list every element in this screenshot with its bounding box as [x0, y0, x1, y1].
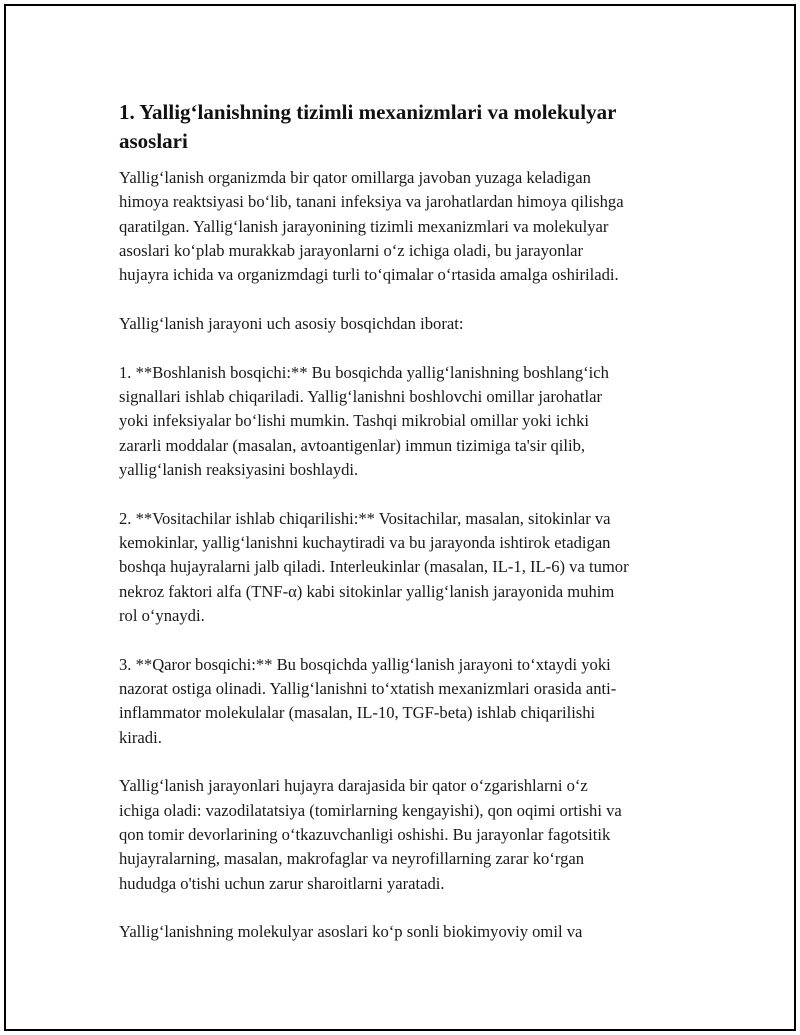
paragraph-cellular-changes: Yallig‘lanish jarayonlari hujayra darajasida bir qator o‘zgarishlarni o‘z ichiga oladi: vazodilatatsiya (tomirlarning kengayishi), qon oqimi ortishi va qon tomir devorlarining o‘tkazuvchanligi oshishi. Bu jarayonlar fagotsitik hujayralarning, masalan, makrofaglar va neyrofillarning zarar ko‘rgan hududga o'tishi uchun zarur sharoitlarni yaratadi.: [119, 776, 622, 893]
paragraph-stages-intro: Yallig‘lanish jarayoni uch asosiy bosqichdan iborat:: [119, 313, 464, 333]
paragraph-stage-1: 1. **Boshlanish bosqichi:** Bu bosqichda yallig‘lanishning boshlang‘ich signallari ishlab chiqariladi. Yallig‘lanishni boshlovchi omillar jarohatlar yoki infeksiyalar bo‘lishi mumkin. Tashqi mikrobial omillar yoki ichki zararli moddalar (masalan, avtoantigenlar) immun tizimiga ta'sir qilib, yallig‘lanish reaksiyasini boshlaydi.: [119, 362, 609, 479]
paragraph-intro: Yallig‘lanish organizmda bir qator omillarga javoban yuzaga keladigan himoya reaktsiyasi bo‘lib, tanani infeksiya va jarohatlardan himoya qilishga qaratilgan. Yallig‘lanish jarayonining tizimli mexanizmlari va molekulyar asoslari ko‘plab murakkab jarayonlarni o‘z ichiga oladi, bu jarayonlar hujayra ichida va organizmdagi turli to‘qimalar o‘rtasida amalga oshiriladi.: [119, 168, 624, 285]
paragraph-stage-3: 3. **Qaror bosqichi:** Bu bosqichda yallig‘lanish jarayoni to‘xtaydi yoki nazorat ostiga olinadi. Yallig‘lanishni to‘xtatish mexanizmlari orasida anti- inflammator molekulalar (masalan, IL-10, TGF-beta) ishlab chiqarilishi kiradi.: [119, 654, 617, 747]
page-frame: [4, 4, 796, 1031]
section-heading: 1. Yallig‘lanishning tizimli mexanizmlari va molekulyar asoslari: [119, 100, 617, 153]
document-body: [119, 98, 699, 969]
paragraph-molecular-basis: Yallig‘lanishning molekulyar asoslari ko‘p sonli biokimyoviy omil va: [119, 922, 583, 942]
paragraph-stage-2: 2. **Vositachilar ishlab chiqarilishi:** Vositachilar, masalan, sitokinlar va kemokinlar, yallig‘lanishni kuchaytiradi va bu jarayonda ishtirok etadigan boshqa hujayralarni jalb qiladi. Interleukinlar (masalan, IL-1, IL-6) va tumor nekroz faktori alfa (TNF-α) kabi sitokinlar yallig‘lanish jarayonida muhim rol o‘ynaydi.: [119, 508, 629, 625]
